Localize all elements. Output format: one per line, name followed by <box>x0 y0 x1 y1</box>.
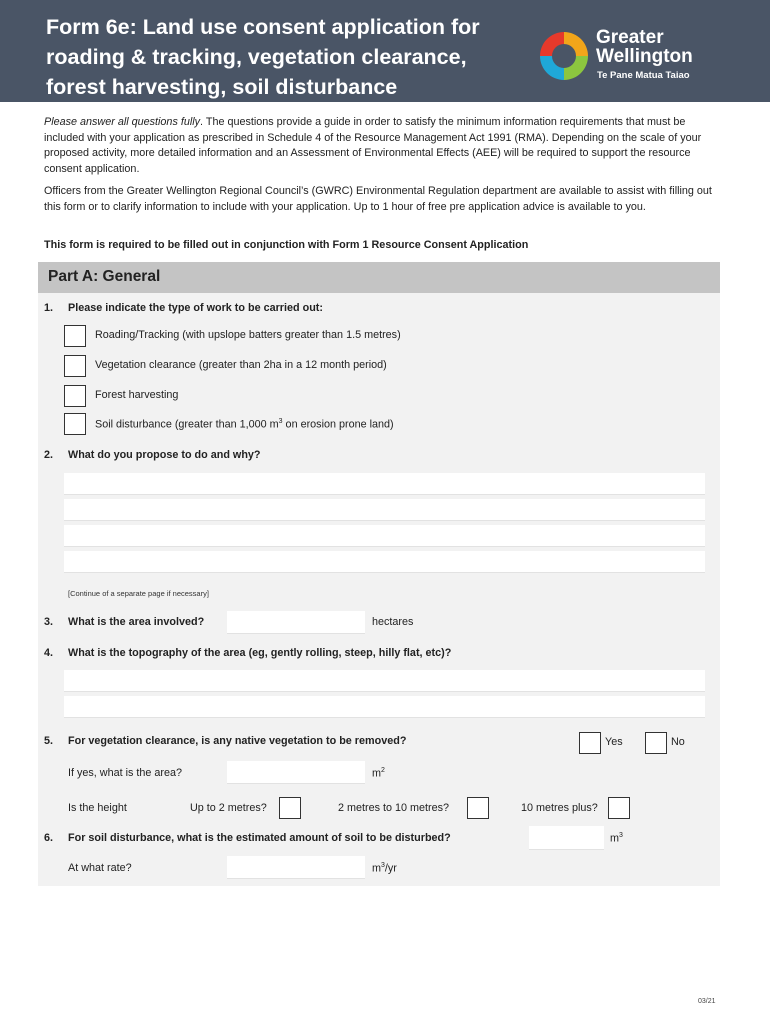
q2-number: 2. <box>44 449 54 461</box>
q5-question: For vegetation clearance, is any native vegetation to be removed? <box>68 735 407 747</box>
q5-height-opt-2-checkbox[interactable] <box>467 797 489 819</box>
q3-question: What is the area involved? <box>68 616 205 628</box>
q6-rate-label: At what rate? <box>68 862 132 874</box>
q6-rate-unit-sup: 3 <box>381 862 385 869</box>
q1-forest-label: Forest harvesting <box>95 389 179 401</box>
q1-question: Please indicate the type of work to be carried out: <box>68 302 323 314</box>
q1-forest-checkbox[interactable] <box>64 385 86 407</box>
q4-answer-line-1[interactable] <box>64 670 705 692</box>
part-a-section <box>38 262 720 886</box>
part-a-title: Part A: General <box>48 268 161 285</box>
q6-rate-unit-text: m <box>372 862 381 875</box>
form-title-line-1: Form 6e: Land use consent application for <box>46 15 480 39</box>
q4-number: 4. <box>44 647 54 659</box>
logo-name <box>596 28 693 66</box>
q2-answer-line-3[interactable] <box>64 525 705 547</box>
q1-roading-label: Roading/Tracking (with upslope batters greater than 1.5 metres) <box>95 329 401 341</box>
q3-number: 3. <box>44 616 54 628</box>
q5-height-opt-1-label: Up to 2 metres? <box>190 802 267 814</box>
q1-vegetation-checkbox[interactable] <box>64 355 86 377</box>
q5-yes-checkbox[interactable] <box>579 732 601 754</box>
q5-no-label: No <box>671 736 685 748</box>
q5-height-opt-3-checkbox[interactable] <box>608 797 630 819</box>
q4-question: What is the topography of the area (eg, gently rolling, steep, hilly flat, etc)? <box>68 647 452 659</box>
q5-area-label: If yes, what is the area? <box>68 767 183 779</box>
q2-answer-line-2[interactable] <box>64 499 705 521</box>
q5-yes-label: Yes <box>605 736 623 748</box>
q2-answer-line-4[interactable] <box>64 551 705 573</box>
q5-height-label: Is the height <box>68 802 127 814</box>
q1-soil-label-tail: on erosion prone land) <box>282 418 394 431</box>
intro-paragraph-2: Officers from the Greater Wellington Regional Council’s (GWRC) Environmental Regulation department are available to assist with filling out this form or to clarify information to include with your application. Up to 1 hour of free pre application advice is available to you. <box>44 185 712 213</box>
q5-height-opt-2-label: 2 metres to 10 metres? <box>338 802 450 814</box>
q4-answer-line-2[interactable] <box>64 696 705 718</box>
intro-emphasis: Please answer all questions fully <box>44 116 201 128</box>
q2-answer-line-1[interactable] <box>64 473 705 495</box>
q5-area-unit <box>372 767 385 780</box>
q2-question: What do you propose to do and why? <box>68 449 261 461</box>
q5-height-opt-1-checkbox[interactable] <box>279 797 301 819</box>
q6-number: 6. <box>44 832 54 844</box>
form-title-line-3: forest harvesting, soil disturbance <box>46 75 398 99</box>
intro-paragraph-1-text: . The questions provide a guide in order to satisfy the minimum information requirements that must be included with your application as prescribed in Schedule 4 of the Resource Management Act 1991 (RMA). Depending on the scale of your proposed activity, more detailed information and an Assessment of Environmental Effects (AEE) will be required to support the resource consent application. <box>44 116 702 175</box>
form-version-code: 03/21 <box>698 998 716 1005</box>
q1-roading-checkbox[interactable] <box>64 325 86 347</box>
q5-no-checkbox[interactable] <box>645 732 667 754</box>
logo-subtitle: Te Pane Matua Taiao <box>597 70 690 81</box>
q3-area-input[interactable] <box>227 611 365 634</box>
greater-wellington-logo <box>536 28 766 88</box>
q1-number: 1. <box>44 302 54 314</box>
q1-soil-sup: 3 <box>278 418 283 425</box>
form-header <box>0 0 770 102</box>
form-title <box>46 12 546 102</box>
q3-unit-label: hectares <box>372 616 414 628</box>
logo-swirl-icon <box>536 28 592 84</box>
q5-area-input[interactable] <box>227 761 365 784</box>
form-title-line-2: roading & tracking, vegetation clearance, <box>46 45 467 69</box>
q1-soil-label <box>95 418 394 431</box>
q2-continue-note: [Continue of a separate page if necessary] <box>68 589 209 598</box>
part-a-header <box>38 262 720 293</box>
q6-question: For soil disturbance, what is the estimated amount of soil to be disturbed? <box>68 832 451 844</box>
intro-requirement-note: This form is required to be filled out in conjunction with Form 1 Resource Consent Application <box>44 239 529 251</box>
q1-soil-checkbox[interactable] <box>64 413 86 435</box>
q6-rate-input[interactable] <box>227 856 365 879</box>
q1-soil-label-text: Soil disturbance (greater than 1,000 m <box>95 418 279 431</box>
q5-area-unit-text: m <box>372 767 381 780</box>
q6-rate-unit-tail: /yr <box>384 862 397 875</box>
logo-name-line-1: Greater <box>596 27 664 48</box>
q5-area-unit-sup: 2 <box>381 767 385 774</box>
q5-height-opt-3-label: 10 metres plus? <box>521 802 598 814</box>
q6-amount-unit-sup: 3 <box>619 832 623 839</box>
logo-name-line-2: Wellington <box>596 46 693 67</box>
q6-amount-unit-text: m <box>610 832 619 845</box>
q1-vegetation-label: Vegetation clearance (greater than 2ha in a 12 month period) <box>95 359 387 371</box>
q6-amount-unit <box>610 832 623 845</box>
q5-number: 5. <box>44 735 54 747</box>
intro-paragraph-1 <box>44 115 716 177</box>
q6-amount-input[interactable] <box>529 826 604 850</box>
q6-rate-unit <box>372 862 397 875</box>
